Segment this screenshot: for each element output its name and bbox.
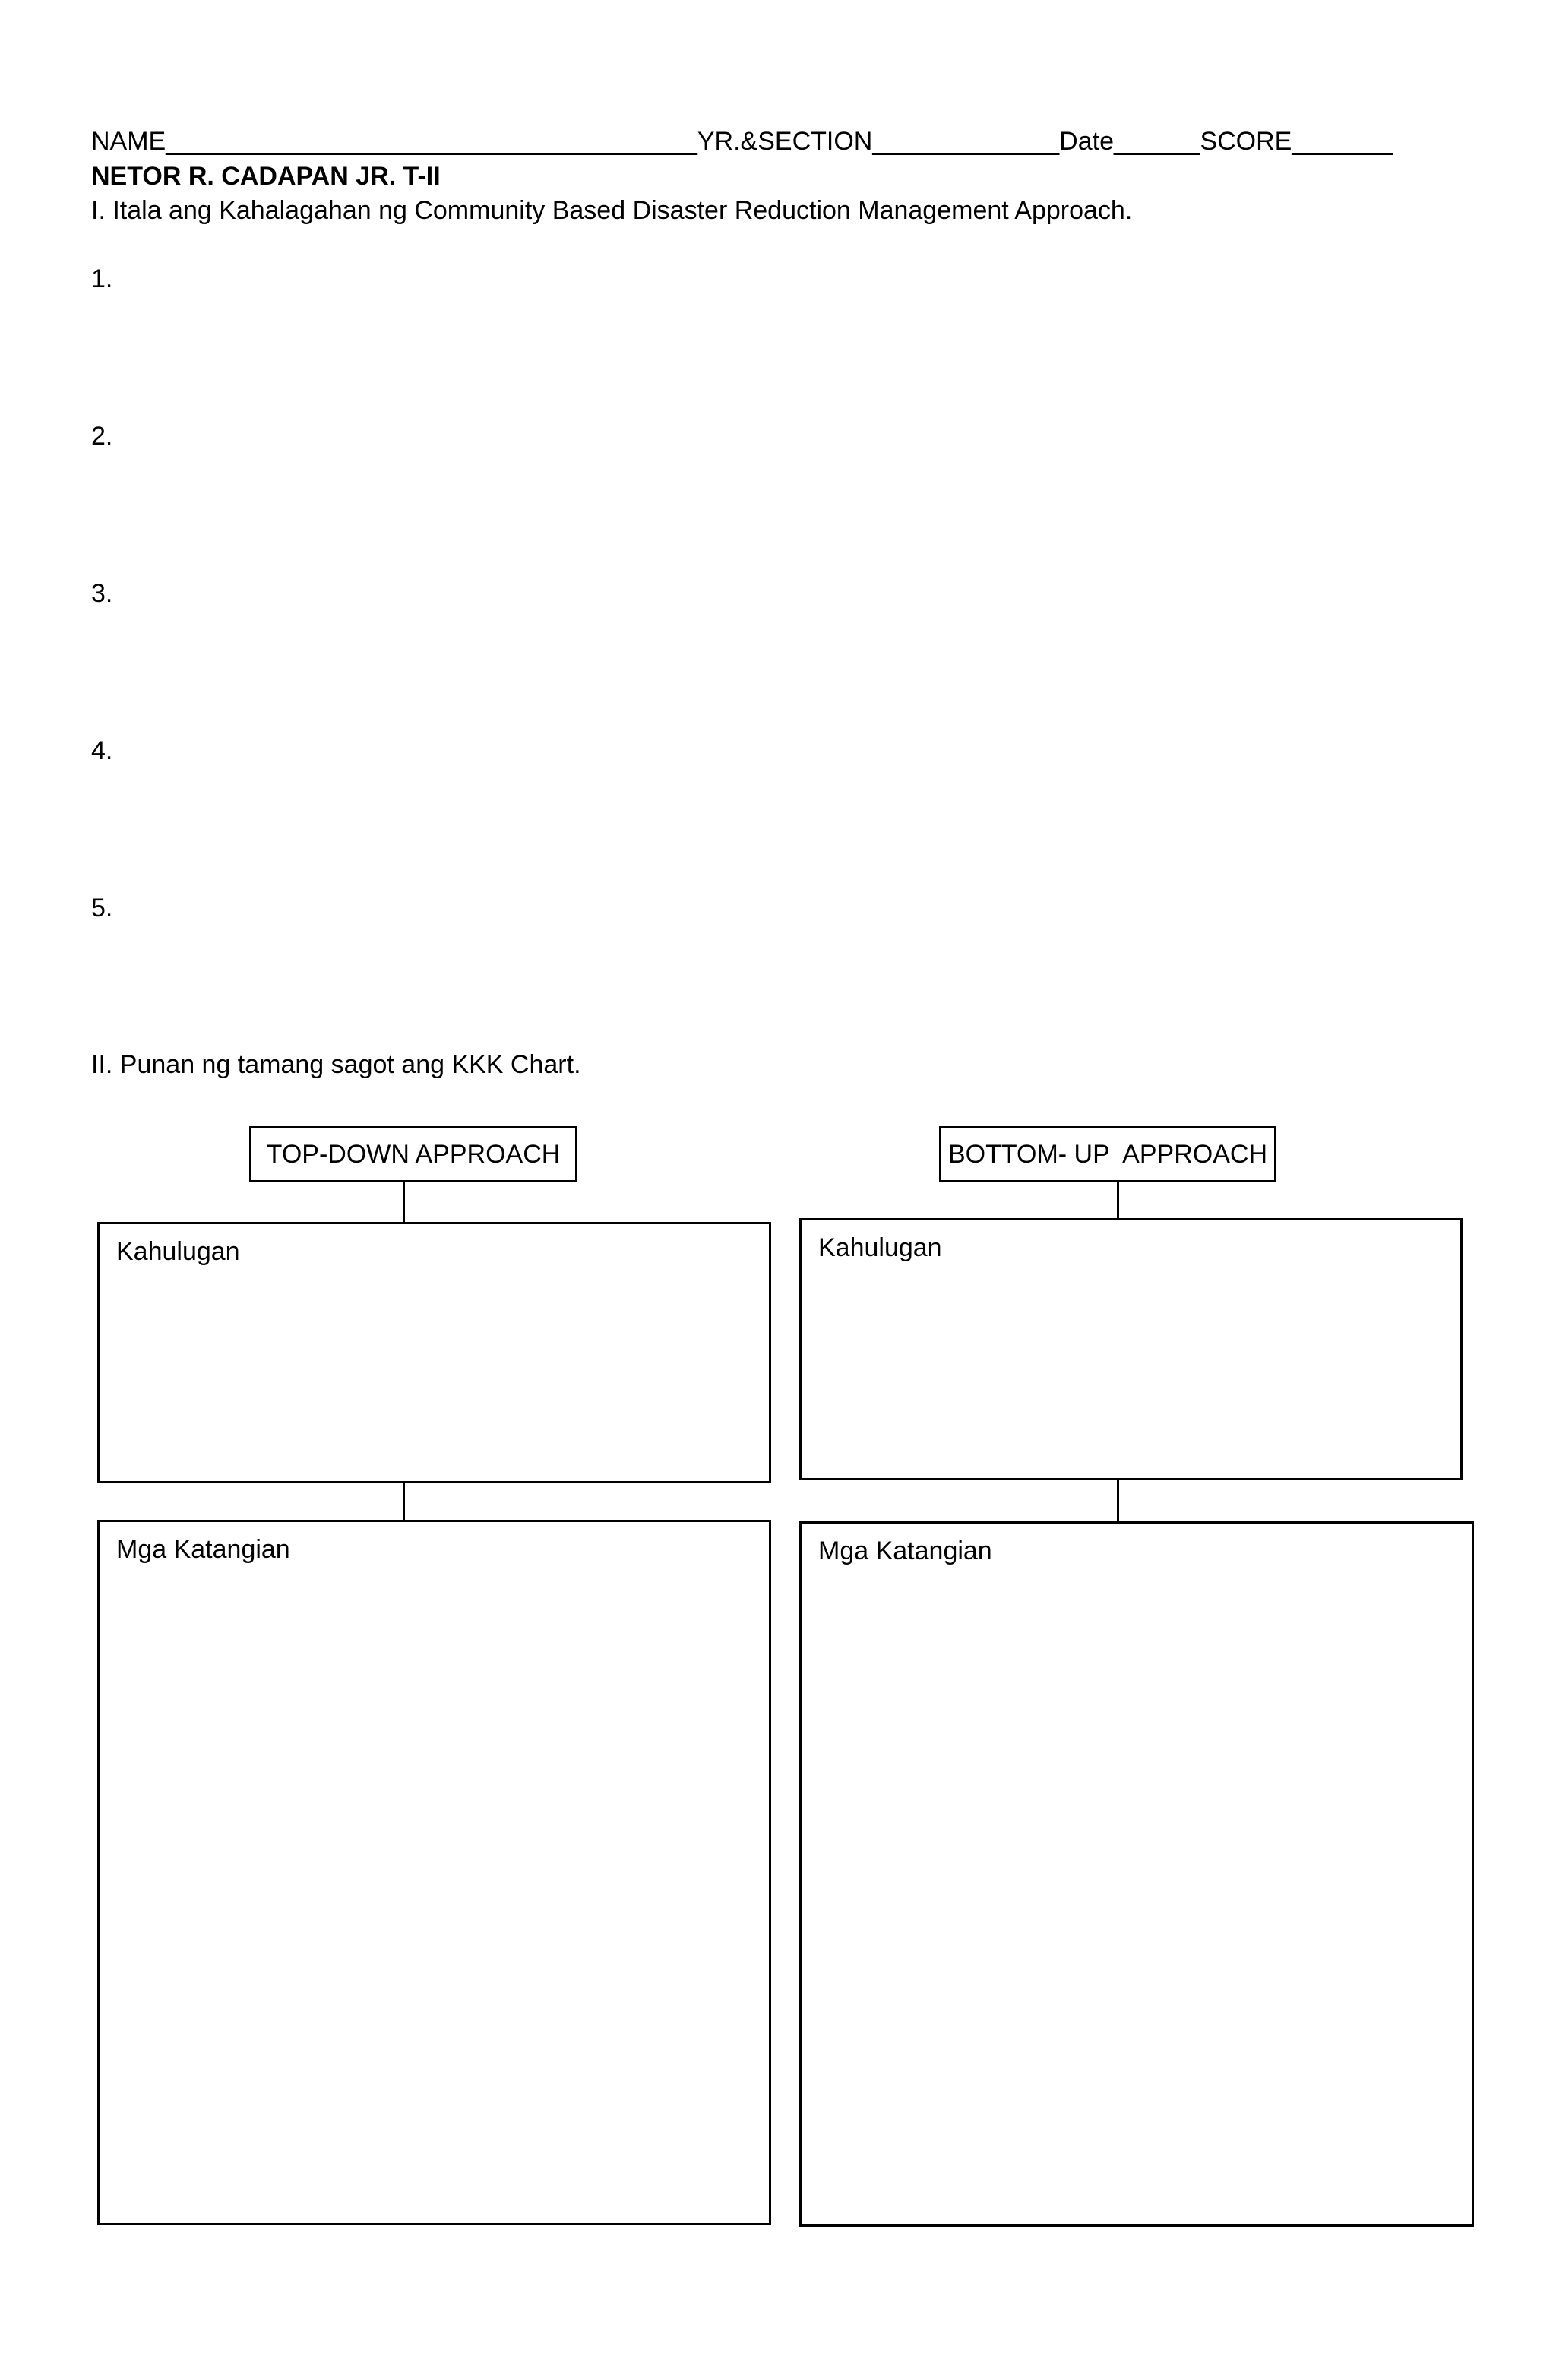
left-kahulugan-box[interactable] <box>97 1222 771 1483</box>
part1-item-1: 1. <box>91 264 113 293</box>
part1-item-5: 5. <box>91 894 113 923</box>
top-down-approach-header: TOP-DOWN APPROACH <box>249 1126 577 1182</box>
right-kahulugan-label: Kahulugan <box>818 1233 942 1262</box>
part1-item-2: 2. <box>91 422 113 451</box>
left-connector-top <box>403 1182 405 1223</box>
right-mga-katangian-label: Mga Katangian <box>818 1537 992 1565</box>
left-mga-katangian-box[interactable] <box>97 1520 771 2225</box>
part1-item-4: 4. <box>91 736 113 765</box>
part2-instruction: II. Punan ng tamang sagot ang KKK Chart. <box>91 1050 581 1079</box>
bottom-up-approach-header: BOTTOM- UP APPROACH <box>939 1126 1276 1182</box>
left-connector-bottom <box>403 1483 405 1521</box>
name-section-date-score-line: NAME_____________________________________YR.&SECTION_____________Date______SCORE_______ <box>91 127 1393 156</box>
right-mga-katangian-box[interactable] <box>799 1521 1474 2227</box>
author-name: NETOR R. CADAPAN JR. T-II <box>91 162 441 191</box>
right-connector-bottom <box>1117 1480 1119 1523</box>
right-connector-top <box>1117 1182 1119 1220</box>
left-kahulugan-label: Kahulugan <box>116 1237 240 1266</box>
part1-instruction: I. Itala ang Kahalagahan ng Community Based Disaster Reduction Management Approach. <box>91 196 1133 225</box>
left-mga-katangian-label: Mga Katangian <box>116 1535 290 1564</box>
part1-item-3: 3. <box>91 579 113 608</box>
right-kahulugan-box[interactable] <box>799 1218 1463 1480</box>
